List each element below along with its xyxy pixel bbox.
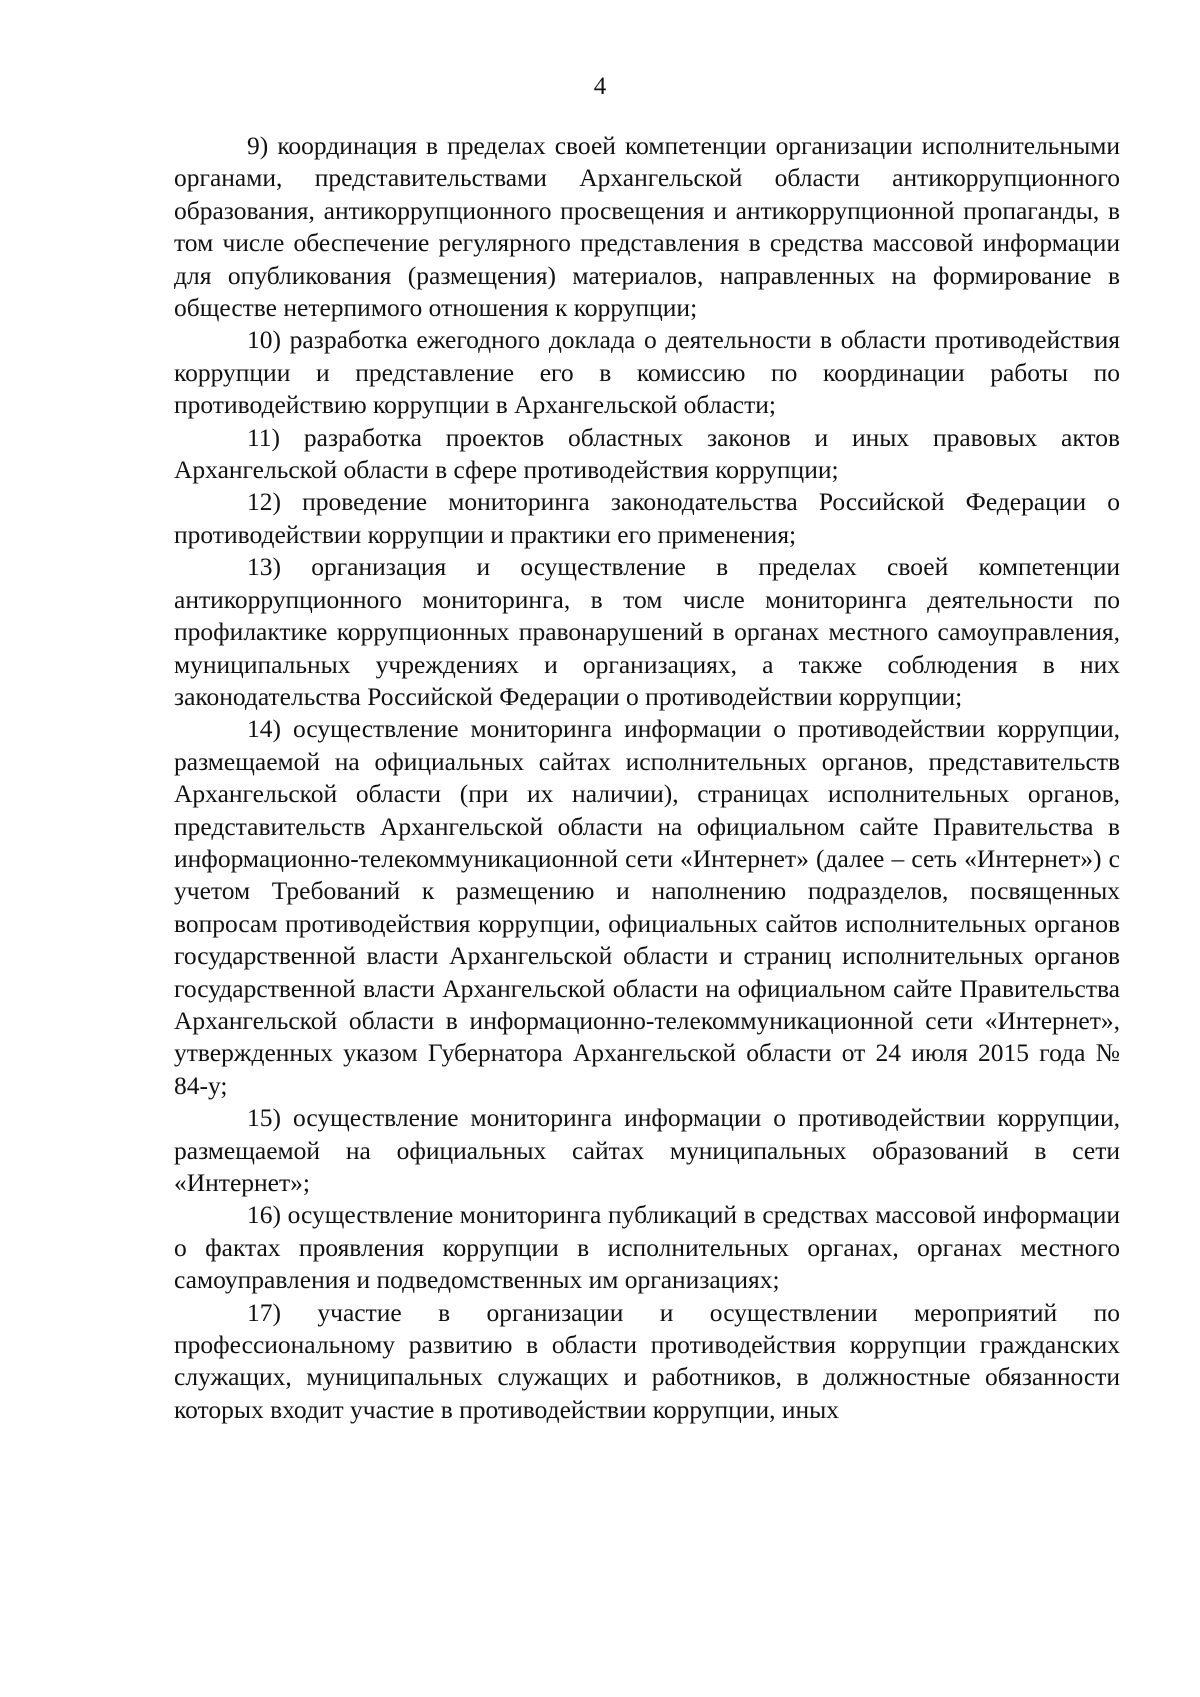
paragraph-item-13: 13) организация и осуществление в пределах своей компетенции антикоррупционного мониторинга, в том числе мониторинга деятельности по профилактике коррупционных правонарушений в органах местного самоуправления, муниципальных учреждениях и организациях, а также соблюдения в них законодательства Российской Федерации о противодействии коррупции; xyxy=(174,552,1120,711)
paragraph-item-10: 10) разработка ежегодного доклада о деятельности в области противодействия коррупции и представление его в комиссию по координации работы по противодействию коррупции в Архангельской области; xyxy=(174,325,1120,420)
paragraph-item-12: 12) проведение мониторинга законодательства Российской Федерации о противодействии коррупции и практики его применения; xyxy=(174,487,1120,549)
document-body xyxy=(174,130,1120,1426)
paragraph-item-9: 9) координация в пределах своей компетенции организации исполнительными органами, представительствами Архангельской области антикоррупционного образования, антикоррупционного просвещения и антикоррупционной пропаганды, в том числе обеспечение регулярного представления в средства массовой информации для опубликования (размещения) материалов, направленных на формирование в обществе нетерпимого отношения к коррупции; xyxy=(174,131,1120,323)
paragraph-item-15: 15) осуществление мониторинга информации о противодействии коррупции, размещаемой на официальных сайтах муниципальных образований в сети «Интернет»; xyxy=(174,1103,1120,1197)
paragraph-item-16: 16) осуществление мониторинга публикаций в средствах массовой информации о фактах проявления коррупции в исполнительных органах, органах местного самоуправления и подведомственных им организациях; xyxy=(174,1200,1120,1295)
paragraph-item-11: 11) разработка проектов областных законов и иных правовых актов Архангельской области в сфере противодействия коррупции; xyxy=(174,422,1120,485)
paragraph-item-17: 17) участие в организации и осуществлении мероприятий по профессиональному развитию в области противодействия коррупции гражданских служащих, муниципальных служащих и работников, в должностные обязанности которых входит участие в противодействии коррупции, иных xyxy=(174,1297,1120,1424)
page-number: 4 xyxy=(593,73,607,100)
paragraph-item-14: 14) осуществление мониторинга информации о противодействии коррупции, размещаемой на официальных сайтах исполнительных органов, представительств Архангельской области (при их наличии), страницах исполнительных органов, представительств Архангельской области на официальном сайте Правительства в информационно-телекоммуникационной сети «Интернет» (далее – сеть «Интернет») с учетом Требований к размещению и наполнению подразделов, посвященных вопросам противодействия коррупции, официальных сайтов исполнительных органов государственной власти Архангельской области и страниц исполнительных органов государственной власти Архангельской области на официальном сайте Правительства Архангельской области в информационно-телекоммуникационной сети «Интернет», утвержденных указом Губернатора Архангельской области от 24 июля 2015 года № 84-у; xyxy=(174,714,1120,1100)
